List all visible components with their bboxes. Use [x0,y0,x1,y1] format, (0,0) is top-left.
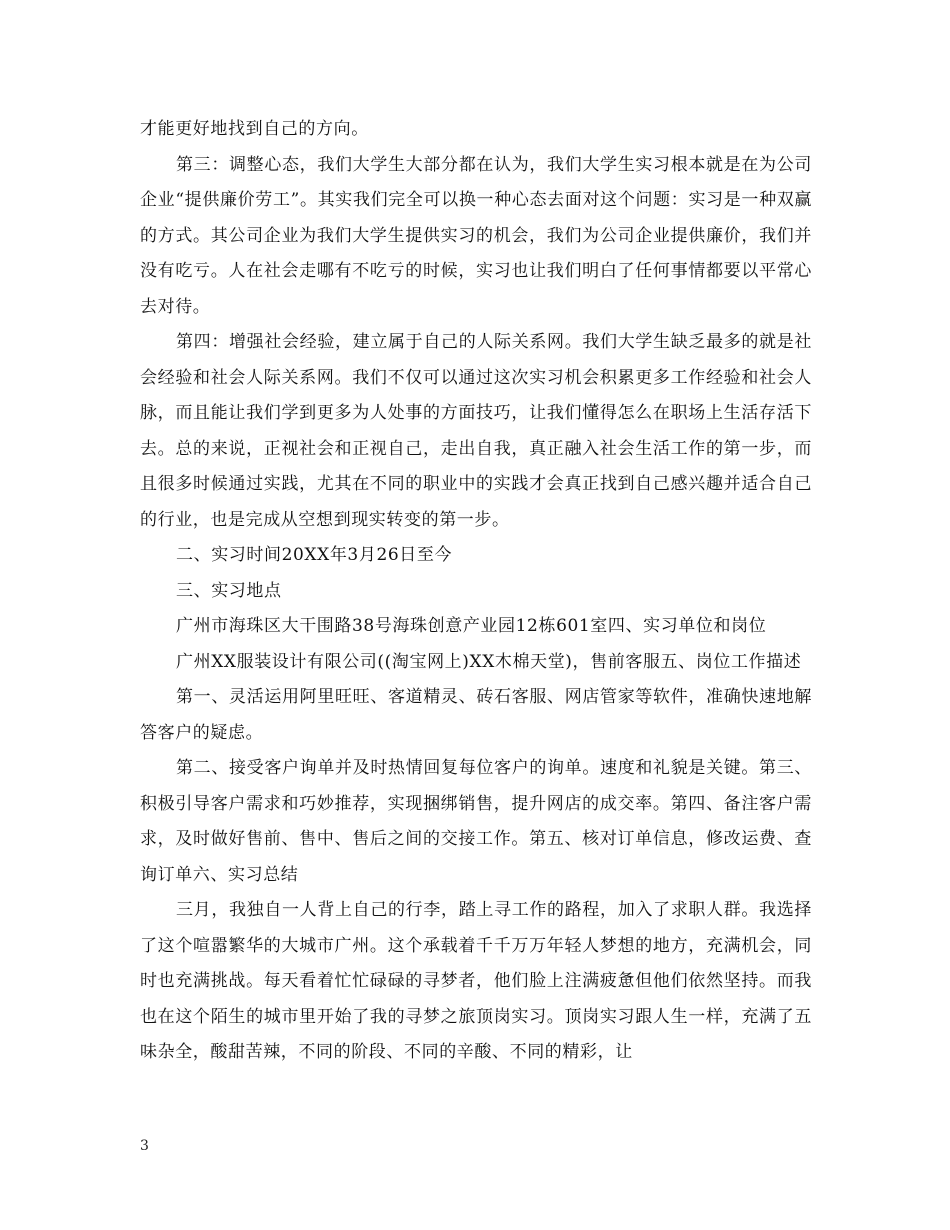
paragraph-3: 第四：增强社会经验，建立属于自己的人际关系网。我们大学生缺乏最多的就是社会经验和社会人际关系网。我们不仅可以通过这次实习机会积累更多工作经验和社会人脉，而且能让我们学到更多为人处事的方面技巧，让我们懂得怎么在职场上生活存活下去。总的来说，正视社会和正视自己，走出自我，真正融入社会生活工作的第一步，而且很多时候通过实践，尤其在不同的职业中的实践才会真正找到自己感兴趣并适合自己的行业，也是完成从空想到现实转变的第一步。 [140,332,812,530]
paragraph-1: 才能更好地找到自己的方向。 [140,119,369,139]
paragraph-9: 第二、接受客户询单并及时热情回复每位客户的询单。速度和礼貌是关键。第三、积极引导客户需求和巧妙推荐，实现捆绑销售，提升网店的成交率。第四、备注客户需求，及时做好售前、售中、售后之间的交接工作。第五、核对订单信息，修改运费、查询订单六、实习总结 [140,758,812,885]
paragraph-7: 广州XX服装设计有限公司((淘宝网上)XX木棉天堂)，售前客服五、岗位工作描述 [176,651,802,672]
paragraph-5: 三、实习地点 [176,580,282,601]
paragraph-4: 二、实习时间20XX年3月26日至今 [176,545,453,565]
paragraph-8: 第一、灵活运用阿里旺旺、客道精灵、砖石客服、网店管家等软件，准确快速地解答客户的疑虑。 [140,687,812,743]
page-number: 3 [140,1138,149,1154]
paragraph-2: 第三：调整心态，我们大学生大部分都在认为，我们大学生实习根本就是在为公司企业“提供廉价劳工”。其实我们完全可以换一种心态去面对这个问题：实习是一种双赢的方式。其公司企业为我们大学生提供实习的机会，我们为公司企业提供廉价，我们并没有吃亏。人在社会走哪有不吃亏的时候，实习也让我们明白了任何事情都要以平常心去对待。 [140,154,812,317]
paragraph-6: 广州市海珠区大干围路38号海珠创意产业园12栋601室四、实习单位和岗位 [176,616,767,636]
document-body [140,112,812,1071]
paragraph-10: 三月，我独自一人背上自己的行李，踏上寻工作的路程，加入了求职人群。我选择了这个喧嚣繁华的大城市广州。这个承载着千千万万年轻人梦想的地方，充满机会，同时也充满挑战。每天看着忙忙碌碌的寻梦者，他们脸上注满疲惫但他们依然坚持。而我也在这个陌生的城市里开始了我的寻梦之旅顶岗实习。顶岗实习跟人生一样，充满了五味杂全，酸甜苦辣，不同的阶段、不同的辛酸、不同的精彩，让 [140,900,812,1062]
